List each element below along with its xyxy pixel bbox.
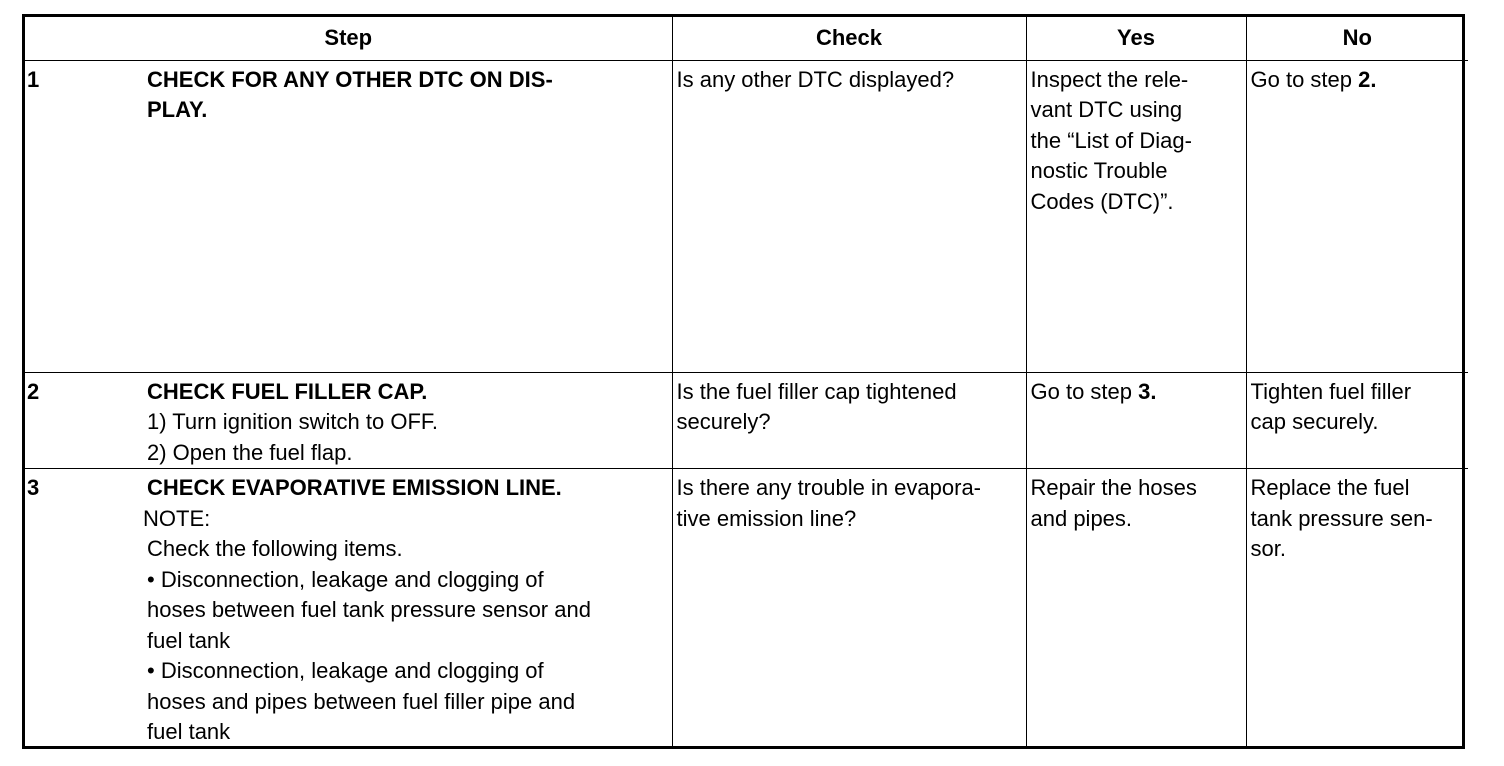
- substep-item: 2) Open the fuel flap.: [147, 439, 353, 465]
- no-text-line: Replace the fuel: [1250, 475, 1410, 500]
- yes-text-line: Inspect the rele-: [1030, 66, 1189, 92]
- note-body-line: hoses and pipes between fuel filler pipe and: [147, 688, 576, 714]
- no-cell-1: [1246, 60, 1468, 372]
- step-cell-2: [25, 372, 672, 469]
- note-body-line: Check the following items.: [147, 536, 403, 561]
- header-row: [25, 17, 1468, 60]
- yes-cell-2: [1026, 372, 1246, 469]
- step-number: 2: [27, 378, 40, 404]
- yes-text-line: vant DTC using: [1030, 97, 1183, 122]
- note-body-line: fuel tank: [147, 719, 231, 744]
- check-cell-1: [672, 60, 1026, 372]
- check-text-line: Is the fuel filler cap tightened: [676, 378, 957, 404]
- yes-text-line: Codes (DTC)”.: [1030, 188, 1174, 214]
- no-text-line: sor.: [1250, 536, 1286, 561]
- yes-cell-3: [1026, 469, 1246, 748]
- substep-item: 1) Turn ignition switch to OFF.: [147, 409, 438, 434]
- step-title: CHECK FUEL FILLER CAP.: [147, 378, 428, 404]
- no-text-line: Tighten fuel filler: [1250, 378, 1412, 404]
- note-body-line: hoses between fuel tank pressure sensor and: [147, 597, 591, 622]
- header-step: Step: [25, 17, 672, 60]
- no-text: Go to step: [1250, 66, 1359, 92]
- table-row-step-2: [25, 372, 1468, 469]
- header-yes: Yes: [1026, 17, 1246, 60]
- no-cell-2: [1246, 372, 1468, 469]
- check-text-line: Is there any trouble in evapora-: [676, 475, 982, 500]
- note-body-line: fuel tank: [147, 627, 231, 653]
- table-row-step-1: [25, 60, 1468, 372]
- diagnostic-table: [25, 17, 1468, 748]
- note-body-line: • Disconnection, leakage and clogging of: [147, 566, 544, 592]
- header-check: Check: [672, 17, 1026, 60]
- check-text-line: tive emission line?: [676, 505, 857, 531]
- no-cell-3: [1246, 469, 1468, 748]
- step-title-line: PLAY.: [147, 97, 208, 122]
- header-no: No: [1246, 17, 1468, 60]
- diagnostic-table-sheet: [22, 14, 1465, 749]
- step-cell-1: [25, 60, 672, 372]
- step-cell-3: [25, 469, 672, 748]
- no-text-line: tank pressure sen-: [1250, 505, 1433, 531]
- no-step-ref: 2.: [1358, 66, 1377, 92]
- check-text-line: securely?: [676, 409, 771, 434]
- check-text: Is any other DTC displayed?: [676, 66, 955, 92]
- check-cell-2: [672, 372, 1026, 469]
- yes-step-ref: 3.: [1138, 378, 1157, 404]
- step-number: 1: [27, 66, 40, 92]
- note-body-line: • Disconnection, leakage and clogging of: [147, 658, 544, 683]
- note-label: NOTE:: [143, 505, 211, 531]
- step-title-line: CHECK FOR ANY OTHER DTC ON DIS-: [147, 66, 553, 92]
- yes-text-line: and pipes.: [1030, 505, 1133, 531]
- step-number: 3: [27, 475, 40, 500]
- check-cell-3: [672, 469, 1026, 748]
- no-text-line: cap securely.: [1250, 409, 1379, 434]
- yes-text-line: nostic Trouble: [1030, 158, 1168, 183]
- table-row-step-3: [25, 469, 1468, 748]
- yes-text-line: Repair the hoses: [1030, 475, 1197, 500]
- yes-cell-1: [1026, 60, 1246, 372]
- yes-text: Go to step: [1030, 378, 1139, 404]
- yes-text-line: the “List of Diag-: [1030, 127, 1192, 153]
- step-title: CHECK EVAPORATIVE EMISSION LINE.: [147, 475, 562, 500]
